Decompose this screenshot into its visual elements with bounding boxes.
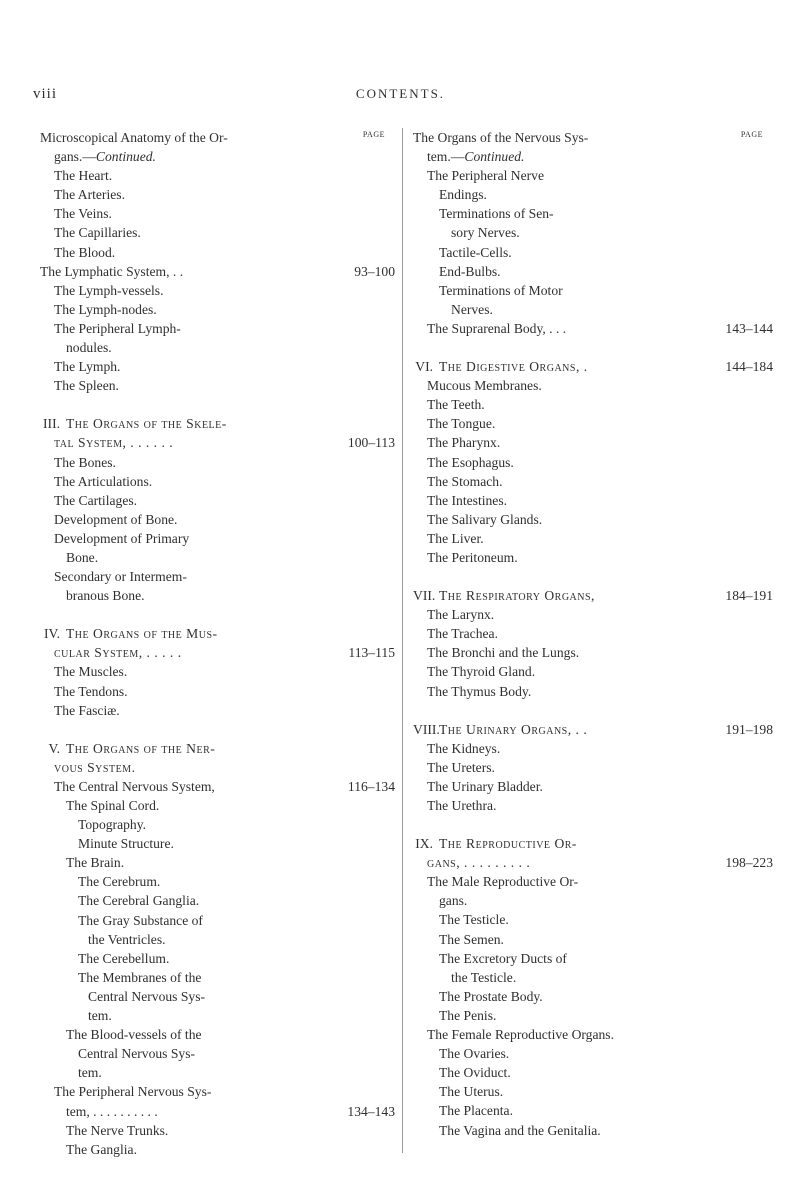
column-divider [402,128,403,1153]
toc-entry [413,204,773,223]
entry-title: gans.—Continued. [54,149,156,165]
page-number: viii [33,86,58,102]
toc-entry [413,968,773,987]
entry-title: The Ureters. [427,759,495,775]
page-range: 144–184 [725,359,773,375]
entry-title: Nerves. [451,301,493,317]
entry-title: The Gray Substance of [78,912,203,928]
toc-entry [413,262,773,281]
entry-title: The Organs of the Nervous Sys- [413,130,589,145]
entry-title: The Prostate Body. [439,988,543,1004]
toc-entry [40,472,395,491]
toc-entry [413,414,773,433]
section-numeral: IV. [44,626,60,642]
entry-title: The Oviduct. [439,1065,511,1081]
toc-entry [413,949,773,968]
toc-entry [40,1140,395,1159]
toc-entry [40,510,395,529]
entry-title: Microscopical Anatomy of the Or- [40,130,228,145]
entry-title: The Blood. [54,244,116,260]
entry-title: the Ventricles. [88,931,166,947]
entry-title: the Testicle. [451,969,517,985]
entry-title: The Spinal Cord. [66,798,160,813]
page-range: 116–134 [347,778,395,794]
entry-title: The Brain. [66,855,125,871]
toc-section-heading [40,414,395,433]
toc-entry [413,796,773,815]
toc-entry [413,243,773,262]
entry-title: The Tongue. [427,416,496,432]
toc-entry [40,567,395,586]
section-numeral: V. [48,740,60,756]
toc-entry [40,1006,395,1025]
toc-entry [413,662,773,681]
entry-title: The Stomach. [427,473,503,489]
toc-entry [413,872,773,891]
entry-title: sory Nerves. [451,225,520,241]
entry-title: The Female Reproductive Organs. [427,1027,614,1043]
toc-entry [40,911,395,930]
entry-title: The Articulations. [54,473,153,489]
running-head: CONTENTS. [355,86,446,101]
toc-section-heading [40,624,395,643]
toc-entry [413,433,773,452]
entry-title: Terminations of Motor [439,282,563,298]
entry-title: gans, . . . . . . . . . [427,855,531,871]
toc-entry [413,1063,773,1082]
toc-entry [413,1082,773,1101]
toc-entry [40,987,395,1006]
entry-title: The Cartilages. [54,492,138,508]
entry-title: The Trachea. [427,626,498,642]
entry-title: The Heart. [54,168,113,184]
entry-title: Topography. [78,817,147,833]
section-gap [40,395,395,414]
entry-title: The Teeth. [427,397,485,413]
entry-title: The Organs of the Ner- [66,740,216,756]
toc-entry [40,453,395,472]
toc-entry [40,643,395,662]
entry-title: tal System, . . . . . . [54,435,174,451]
entry-title: Bone. [66,549,99,565]
toc-entry [413,1006,773,1025]
section-numeral: VI. [415,359,433,375]
toc-entry [413,281,773,300]
toc-entry [413,910,773,929]
entry-title: The Lymph-nodes. [54,301,157,317]
toc-entry [40,586,395,605]
toc-entry [40,1063,395,1082]
entry-title: The Peritoneum. [427,549,518,565]
entry-title: The Intestines. [427,492,508,508]
toc-entry [40,1102,395,1121]
section-numeral: VII. [413,588,436,604]
entry-title: The Kidneys. [427,740,501,756]
toc-entry [413,777,773,796]
toc-entry [413,128,773,147]
entry-title: tem, . . . . . . . . . . [66,1103,158,1119]
entry-title: The Urinary Bladder. [427,778,543,794]
toc-entry [413,758,773,777]
toc-entry [40,1082,395,1101]
toc-entry [413,453,773,472]
entry-title: The Blood-vessels of the [66,1027,202,1043]
toc-entry [413,643,773,662]
entry-title: The Esophagus. [427,454,514,470]
entry-title: The Bronchi and the Lungs. [427,645,580,661]
entry-title: Minute Structure. [78,836,174,852]
entry-title: The Thyroid Gland. [427,664,536,680]
toc-entry [40,682,395,701]
page-range: 93–100 [354,263,395,279]
toc-entry [40,662,395,681]
entry-title: Development of Bone. [54,511,178,527]
entry-title: The Thymus Body. [427,683,532,699]
toc-entry [40,223,395,242]
entry-title: tem.—Continued. [427,149,525,165]
section-gap [413,567,773,586]
toc-entry [40,701,395,720]
page-column-heading: PAGE [740,130,763,139]
toc-left-column [40,128,395,1159]
toc-entry [40,338,395,357]
entry-title: cular System, . . . . . [54,645,182,661]
section-numeral: IX. [415,836,433,852]
section-gap [40,605,395,624]
entry-title: The Lymph. [54,359,121,375]
entry-title: The Ganglia. [66,1141,137,1157]
entry-title: The Lymphatic System, . . [40,263,184,279]
toc-entry [413,376,773,395]
toc-entry [40,147,395,166]
entry-title: The Peripheral Nervous Sys- [54,1084,212,1100]
toc-entry [413,682,773,701]
toc-entry [40,529,395,548]
entry-title: The Urethra. [427,798,497,813]
entry-title: The Reproductive Or- [439,836,577,852]
entry-title: gans. [439,893,468,909]
entry-title: The Cerebellum. [78,950,170,966]
section-numeral: III. [43,416,60,432]
entry-title: End-Bulbs. [439,263,501,279]
toc-entry [40,433,395,452]
entry-title: The Lymph-vessels. [54,282,164,298]
section-gap [40,720,395,739]
entry-title: The Respiratory Organs, [439,588,595,604]
toc-entry [40,1025,395,1044]
entry-title: The Salivary Glands. [427,511,543,527]
toc-entry [413,853,773,872]
entry-title: tem. [88,1008,112,1024]
toc-entry [40,930,395,949]
entry-title: The Peripheral Lymph- [54,320,181,336]
entry-title: The Central Nervous System, [54,778,215,794]
toc-entry [40,262,395,281]
entry-title: The Peripheral Nerve [427,168,545,184]
page-range: 191–198 [725,721,773,737]
page-header [0,86,801,108]
page-range: 198–223 [725,855,773,871]
entry-title: The Ovaries. [439,1046,510,1062]
toc-entry [413,548,773,567]
entry-title: The Pharynx. [427,435,501,451]
entry-title: The Cerebrum. [78,874,161,890]
entry-title: tem. [78,1065,102,1081]
section-numeral: VIII. [413,721,440,737]
toc-entry [413,319,773,338]
toc-entry [40,166,395,185]
entry-title: The Semen. [439,931,504,947]
toc-section-heading [413,357,773,376]
toc-entry [413,1121,773,1140]
toc-entry [40,758,395,777]
toc-entry [413,1044,773,1063]
toc-entry [40,281,395,300]
toc-entry [40,243,395,262]
entry-title: The Uterus. [439,1084,504,1100]
entry-title: The Vagina and the Genitalia. [439,1122,601,1138]
toc-entry [40,491,395,510]
toc-entry [40,185,395,204]
entry-title: The Liver. [427,530,484,546]
entry-title: Central Nervous Sys- [88,988,206,1004]
toc-entry [40,376,395,395]
page-range: 184–191 [725,588,773,604]
entry-title: The Urinary Organs, . . [439,721,588,737]
section-gap [413,815,773,834]
entry-title: The Capillaries. [54,225,141,241]
entry-title: Terminations of Sen- [439,206,554,222]
toc-section-heading [413,834,773,853]
entry-title: vous System. [54,759,136,775]
toc-entry [40,357,395,376]
entry-title: nodules. [66,340,112,356]
entry-title: Development of Primary [54,530,190,546]
toc-entry [40,968,395,987]
toc-entry [413,529,773,548]
toc-entry [413,147,773,166]
entry-title: Endings. [439,187,487,203]
entry-title: The Placenta. [439,1103,513,1119]
page-range: 100–113 [347,435,395,451]
toc-entry [40,815,395,834]
toc-entry [413,1025,773,1044]
entry-title: The Tendons. [54,683,128,699]
toc-entry [413,891,773,910]
section-gap [413,701,773,720]
page-range: 143–144 [725,320,773,336]
toc-entry [413,1101,773,1120]
toc-entry [413,739,773,758]
entry-title: The Male Reproductive Or- [427,874,579,890]
toc-entry [40,1044,395,1063]
entry-title: Tactile-Cells. [439,244,512,260]
page-range: 134–143 [347,1103,395,1119]
toc-section-heading [413,586,773,605]
entry-title: The Organs of the Mus- [66,626,218,642]
toc-section-heading [40,739,395,758]
toc-entry [413,166,773,185]
entry-title: The Muscles. [54,664,128,680]
entry-title: The Bones. [54,454,116,470]
toc-right-column [413,128,773,1140]
toc-entry [413,624,773,643]
toc-entry [413,185,773,204]
toc-entry [40,300,395,319]
toc-entry [40,834,395,853]
entry-title: The Membranes of the [78,969,202,985]
section-gap [413,338,773,357]
toc-entry [40,204,395,223]
toc-entry [40,319,395,338]
entry-title: Secondary or Intermem- [54,569,187,585]
toc-entry [413,987,773,1006]
toc-entry [413,930,773,949]
toc-entry [40,548,395,567]
toc-entry [40,777,395,796]
entry-title: The Fasciæ. [54,702,120,718]
entry-title: Mucous Membranes. [427,378,542,394]
entry-title: The Nerve Trunks. [66,1122,169,1138]
entry-title: The Larynx. [427,607,495,623]
toc-entry [40,891,395,910]
entry-title: The Veins. [54,206,112,222]
entry-title: The Suprarenal Body, . . . [427,320,567,336]
entry-title: The Spleen. [54,378,119,394]
page-column-heading: PAGE [362,130,385,139]
toc-entry [40,853,395,872]
toc-entry [40,128,395,147]
toc-entry [413,395,773,414]
toc-section-heading [413,720,773,739]
entry-title: The Organs of the Skele- [66,416,227,432]
entry-title: The Cerebral Ganglia. [78,893,200,909]
entry-title: branous Bone. [66,588,145,604]
entry-title: The Excretory Ducts of [439,950,567,966]
entry-title: The Testicle. [439,912,509,928]
toc-entry [413,300,773,319]
toc-entry [413,472,773,491]
entry-title: The Digestive Organs, . [439,359,588,375]
page-range: 113–115 [348,645,395,661]
entry-title: The Penis. [439,1007,497,1023]
toc-entry [413,223,773,242]
entry-title: The Arteries. [54,187,125,203]
toc-entry [40,872,395,891]
toc-entry [40,949,395,968]
entry-title: Central Nervous Sys- [78,1046,196,1062]
toc-entry [40,796,395,815]
toc-entry [413,605,773,624]
toc-entry [413,510,773,529]
toc-entry [40,1121,395,1140]
toc-entry [413,491,773,510]
